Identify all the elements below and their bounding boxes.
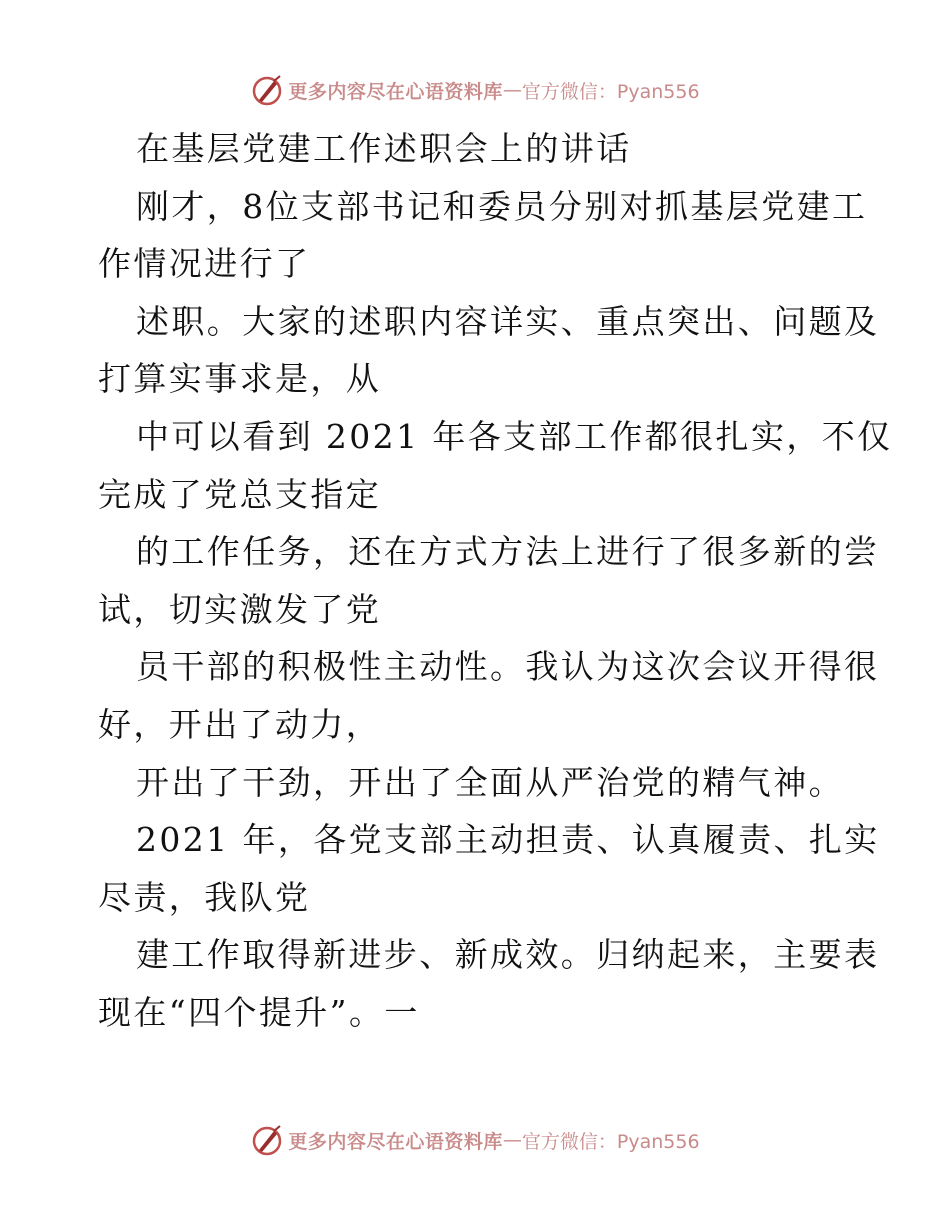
- text-line: 打算实事求是，从: [98, 359, 382, 399]
- text-line: 完成了党总支指定: [98, 474, 382, 514]
- text-line: 好，开出了动力，: [98, 704, 382, 744]
- text-line: 试，切实激发了党: [98, 589, 382, 629]
- document-title: 在基层党建工作述职会上的讲话: [136, 129, 632, 168]
- document-body: [98, 120, 893, 1042]
- watermark-brand: 更多内容尽在心语资料库: [288, 80, 503, 103]
- watermark-footer: [0, 1120, 950, 1160]
- text-line: 中可以看到 2021 年各支部工作都很扎实，不仅: [136, 416, 893, 456]
- watermark-wechat: 官方微信：Pyan556: [521, 1130, 700, 1153]
- quill-logo-icon: [250, 73, 284, 107]
- watermark-dash: —: [502, 79, 522, 101]
- text-line: 的工作任务，还在方式方法上进行了很多新的尝: [136, 532, 880, 572]
- quill-logo-icon: [250, 1123, 284, 1157]
- text-line: 建工作取得新进步、新成效。归纳起来，主要表: [136, 935, 880, 975]
- text-line: 2021 年，各党支部主动担责、认真履责、扎实: [136, 820, 880, 860]
- text-line: 作情况进行了: [98, 244, 311, 284]
- watermark-dash: —: [502, 1129, 522, 1151]
- text-line: 述职。大家的述职内容详实、重点突出、问题及: [136, 301, 880, 341]
- text-line: 刚才，8位支部书记和委员分别对抓基层党建工: [136, 186, 868, 226]
- watermark-header: [0, 70, 950, 110]
- text-line: 现在“四个提升”。一: [98, 992, 420, 1032]
- watermark-wechat: 官方微信：Pyan556: [521, 80, 700, 103]
- watermark-brand: 更多内容尽在心语资料库: [288, 1130, 503, 1153]
- text-line: 员干部的积极性主动性。我认为这次会议开得很: [136, 647, 880, 687]
- text-line: 尽责，我队党: [98, 877, 311, 917]
- text-line: 开出了干劲，开出了全面从严治党的精气神。: [136, 762, 844, 802]
